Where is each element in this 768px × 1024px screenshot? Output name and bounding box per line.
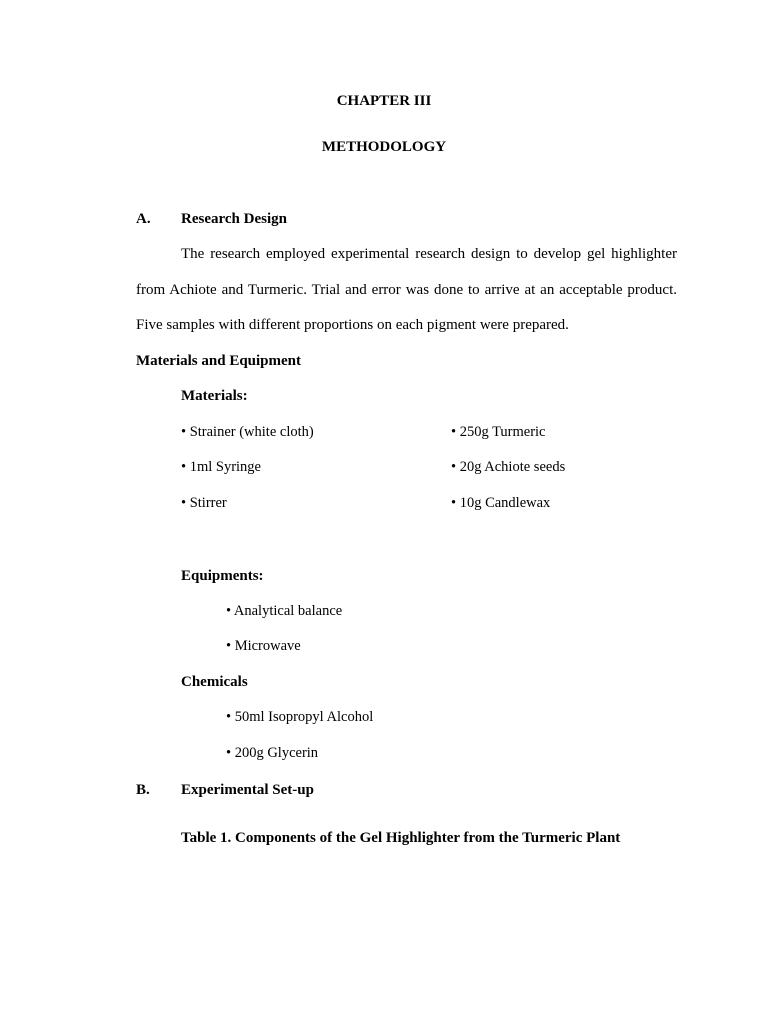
- section-a-letter: A.: [136, 211, 151, 227]
- paragraph-line: from Achiote and Turmeric. Trial and error was done to arrive at an acceptable product.: [136, 282, 677, 298]
- list-item: • 1ml Syringe: [181, 459, 261, 475]
- list-item: • Strainer (white cloth): [181, 424, 314, 440]
- table-caption: Table 1. Components of the Gel Highlighter from the Turmeric Plant: [181, 830, 621, 846]
- section-b-letter: B.: [136, 782, 150, 798]
- materials-heading: Materials:: [181, 388, 248, 404]
- list-item: • 20g Achiote seeds: [451, 459, 566, 475]
- materials-equipment-heading: Materials and Equipment: [136, 353, 302, 369]
- equipments-heading: Equipments:: [181, 568, 264, 584]
- list-item: • Microwave: [226, 638, 301, 654]
- list-item: • 10g Candlewax: [451, 495, 551, 511]
- section-b-heading: Experimental Set-up: [181, 782, 314, 798]
- chapter-heading: CHAPTER III: [336, 93, 432, 109]
- list-item: • Stirrer: [181, 495, 227, 511]
- paragraph-line: The research employed experimental research design to develop gel highlighter: [181, 246, 677, 262]
- list-item: • 50ml Isopropyl Alcohol: [226, 709, 374, 725]
- list-item: • 200g Glycerin: [226, 745, 319, 761]
- chemicals-heading: Chemicals: [181, 674, 248, 690]
- list-item: • Analytical balance: [226, 603, 343, 619]
- page-title: METHODOLOGY: [321, 139, 447, 155]
- paragraph-line: Five samples with different proportions on each pigment were prepared.: [136, 317, 569, 333]
- section-a-heading: Research Design: [181, 211, 287, 227]
- list-item: • 250g Turmeric: [451, 424, 546, 440]
